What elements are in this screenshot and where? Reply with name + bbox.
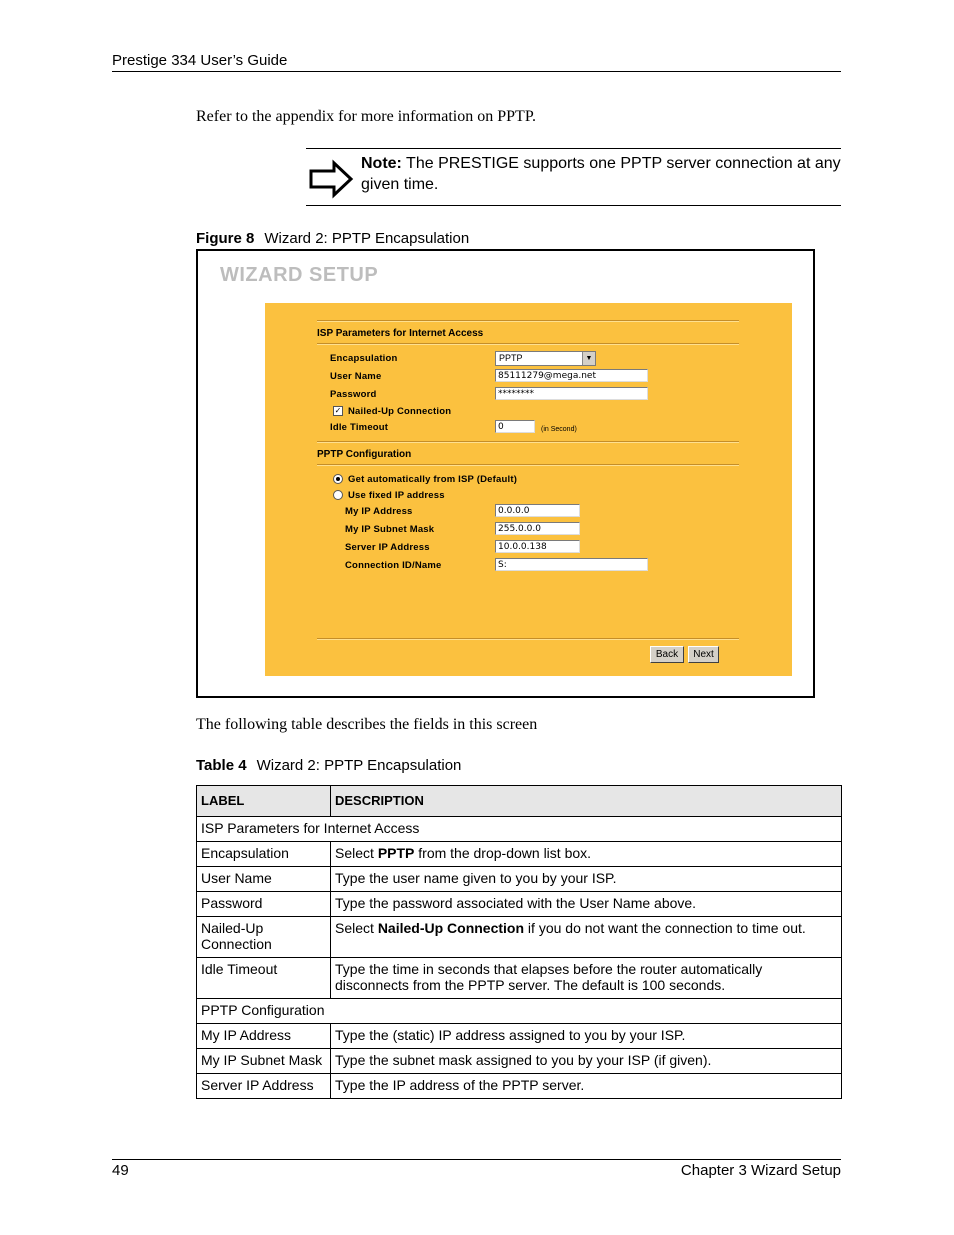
following-paragraph: The following table describes the fields in this screen xyxy=(196,716,538,733)
divider xyxy=(317,464,739,466)
figure-caption xyxy=(196,230,469,247)
wizard-screenshot xyxy=(196,249,815,698)
fixed-ip-label: Use fixed IP address xyxy=(348,490,445,501)
server-ip-label: Server IP Address xyxy=(345,542,430,553)
row-description: Select Nailed-Up Connection if you do not want the connection to time out. xyxy=(331,917,842,958)
row-description: Select PPTP from the drop-down list box. xyxy=(331,842,842,867)
header-rule xyxy=(112,71,841,72)
user-name-input[interactable]: 85111279@mega.net xyxy=(495,369,648,382)
wizard-panel xyxy=(265,303,792,676)
encapsulation-label: Encapsulation xyxy=(330,353,398,364)
note-label: Note: xyxy=(361,155,402,172)
table-number: Table 4 xyxy=(196,757,247,774)
footer-rule xyxy=(112,1159,841,1160)
subnet-label: My IP Subnet Mask xyxy=(345,524,435,535)
password-input[interactable]: ******** xyxy=(495,387,648,400)
note-text xyxy=(361,153,841,195)
auto-ip-radio[interactable] xyxy=(333,474,343,484)
table-row xyxy=(197,958,842,999)
idle-timeout-label: Idle Timeout xyxy=(330,422,389,433)
table-row xyxy=(197,892,842,917)
encapsulation-select[interactable] xyxy=(495,351,596,366)
row-label: Password xyxy=(197,892,331,917)
intro-paragraph: Refer to the appendix for more information on PPTP. xyxy=(196,108,536,125)
header-label: LABEL xyxy=(197,786,331,817)
idle-timeout-unit: (in Second) xyxy=(541,426,577,433)
password-label: Password xyxy=(330,389,377,400)
server-ip-input[interactable]: 10.0.0.138 xyxy=(495,540,580,553)
figure-number: Figure 8 xyxy=(196,230,255,247)
row-description: Type the subnet mask assigned to you by your ISP (if given). xyxy=(331,1049,842,1074)
row-label: My IP Subnet Mask xyxy=(197,1049,331,1074)
fields-table xyxy=(196,785,842,1099)
section-row: ISP Parameters for Internet Access xyxy=(197,817,842,842)
table-row xyxy=(197,1074,842,1099)
pptp-section-title: PPTP Configuration xyxy=(317,449,412,460)
divider xyxy=(317,320,739,322)
table-title: Wizard 2: PPTP Encapsulation xyxy=(256,757,462,774)
my-ip-input[interactable]: 0.0.0.0 xyxy=(495,504,580,517)
row-label: Encapsulation xyxy=(197,842,331,867)
arrow-right-icon xyxy=(308,159,354,199)
row-label: Server IP Address xyxy=(197,1074,331,1099)
row-label: Idle Timeout xyxy=(197,958,331,999)
auto-ip-label: Get automatically from ISP (Default) xyxy=(348,474,518,485)
row-label: User Name xyxy=(197,867,331,892)
running-header: Prestige 334 User’s Guide xyxy=(112,52,288,69)
note-body: The PRESTIGE supports one PPTP server connection at any given time. xyxy=(361,155,841,193)
back-button[interactable]: Back xyxy=(650,646,684,663)
row-description: Type the time in seconds that elapses before the router automatically disconnects from the PPTP server. The default is 100 seconds. xyxy=(331,958,842,999)
figure-title: Wizard 2: PPTP Encapsulation xyxy=(264,230,470,247)
table-row xyxy=(197,917,842,958)
nailed-up-checkbox[interactable]: ✓ xyxy=(334,406,342,415)
fixed-ip-radio[interactable] xyxy=(333,490,343,500)
user-name-label: User Name xyxy=(330,371,382,382)
row-description: Type the (static) IP address assigned to you by your ISP. xyxy=(331,1024,842,1049)
next-button[interactable]: Next xyxy=(688,646,719,663)
row-description: Type the user name given to you by your ISP. xyxy=(331,867,842,892)
connection-id-label: Connection ID/Name xyxy=(345,560,442,571)
wizard-title: WIZARD SETUP xyxy=(220,264,379,286)
encapsulation-value: PPTP xyxy=(499,353,523,363)
divider xyxy=(317,343,739,345)
chevron-down-icon[interactable]: ▼ xyxy=(582,352,595,365)
nailed-up-label: Nailed-Up Connection xyxy=(348,406,452,417)
note-box xyxy=(306,148,841,206)
my-ip-label: My IP Address xyxy=(345,506,413,517)
row-label: Nailed-Up Connection xyxy=(197,917,331,958)
row-description: Type the IP address of the PPTP server. xyxy=(331,1074,842,1099)
table-caption xyxy=(196,757,461,774)
table-row xyxy=(197,842,842,867)
divider xyxy=(317,638,739,640)
chapter-title: Chapter 3 Wizard Setup xyxy=(680,1162,841,1179)
table-row xyxy=(197,1024,842,1049)
table-row xyxy=(197,867,842,892)
subnet-input[interactable]: 255.0.0.0 xyxy=(495,522,580,535)
divider xyxy=(317,441,739,443)
connection-id-input[interactable]: S: xyxy=(495,558,648,571)
page-number: 49 xyxy=(112,1162,129,1179)
header-description: DESCRIPTION xyxy=(331,786,842,817)
row-label: My IP Address xyxy=(197,1024,331,1049)
row-description: Type the password associated with the User Name above. xyxy=(331,892,842,917)
table-row xyxy=(197,1049,842,1074)
idle-timeout-input[interactable]: 0 xyxy=(495,420,535,433)
isp-section-title: ISP Parameters for Internet Access xyxy=(317,328,484,339)
section-row: PPTP Configuration xyxy=(197,999,842,1024)
